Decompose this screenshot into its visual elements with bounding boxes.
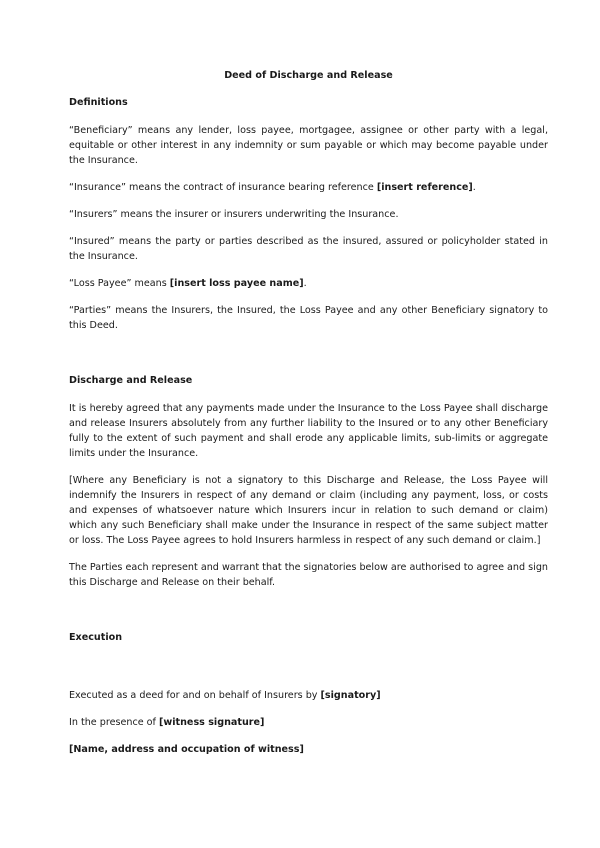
definition-beneficiary: “Beneficiary” means any lender, loss payee, mortgagee, assignee or other party with a legal, equitable or other interest in any indemnity or sum payable or which may become payable under the Insurance. (69, 125, 548, 166)
execution-heading: Execution (69, 632, 123, 643)
definitions-heading: Definitions (69, 97, 128, 108)
witness-signature-placeholder: [witness signature] (158, 717, 265, 728)
discharge-heading: Discharge and Release (69, 375, 193, 386)
discharge-paragraph-1: It is hereby agreed that any payments made under the Insurance to the Loss Payee shall discharge and release Insurers absolutely from any further liability to the Insured or to any other Beneficiary fully to the extent of such payment and shall erode any applicable limits, sub-limits or aggregate limits under the Insurance. (69, 403, 548, 459)
definition-insurance: “Insurance” means the contract of insurance bearing reference [insert reference]. (69, 182, 476, 193)
loss-payee-name-placeholder: [insert loss payee name] (169, 278, 304, 289)
definition-parties: “Parties” means the Insurers, the Insured, the Loss Payee and any other Beneficiary signatory to this Deed. (69, 305, 548, 331)
presence-line (69, 715, 548, 730)
discharge-paragraph-3: The Parties each represent and warrant that the signatories below are authorised to agree and sign this Discharge and Release on their behalf. (69, 562, 548, 588)
insurance-reference-placeholder: [insert reference] (376, 182, 473, 193)
signatory-placeholder: [signatory] (320, 690, 381, 701)
section-spacer (69, 658, 548, 688)
execution-text: Executed as a deed for and on behalf of Insurers by (69, 690, 321, 701)
section-spacer (69, 345, 548, 373)
discharge-paragraph-2: [Where any Beneficiary is not a signatory to this Discharge and Release, the Loss Payee will indemnify the Insurers in respect of any demand or claim (including any payment, loss, or costs and expenses of whatsoever nature which Insurers incur in relation to such demand or claim) which any such Beneficiary shall make under the Insurance in respect of the same subject matter or loss. The Loss Payee agrees to hold Insurers harmless in respect of any such demand or claim.] (69, 475, 548, 546)
definition-insurance-text: “Insurance” means the contract of insurance bearing reference (69, 182, 377, 193)
witness-details-placeholder: [Name, address and occupation of witness] (69, 744, 304, 755)
document-body (69, 68, 548, 769)
definition-insurers: “Insurers” means the insurer or insurers underwriting the Insurance. (69, 209, 399, 220)
definition-loss-payee: “Loss Payee” means [insert loss payee name]. (69, 278, 307, 289)
execution-line (69, 688, 548, 703)
definition-insured: “Insured” means the party or parties described as the insured, assured or policyholder stated in the Insurance. (69, 236, 548, 262)
presence-text: In the presence of (69, 717, 159, 728)
definition-loss-payee-text: “Loss Payee” means (69, 278, 170, 289)
document-title: Deed of Discharge and Release (224, 70, 393, 81)
witness-details-line (69, 742, 548, 757)
section-spacer (69, 602, 548, 630)
